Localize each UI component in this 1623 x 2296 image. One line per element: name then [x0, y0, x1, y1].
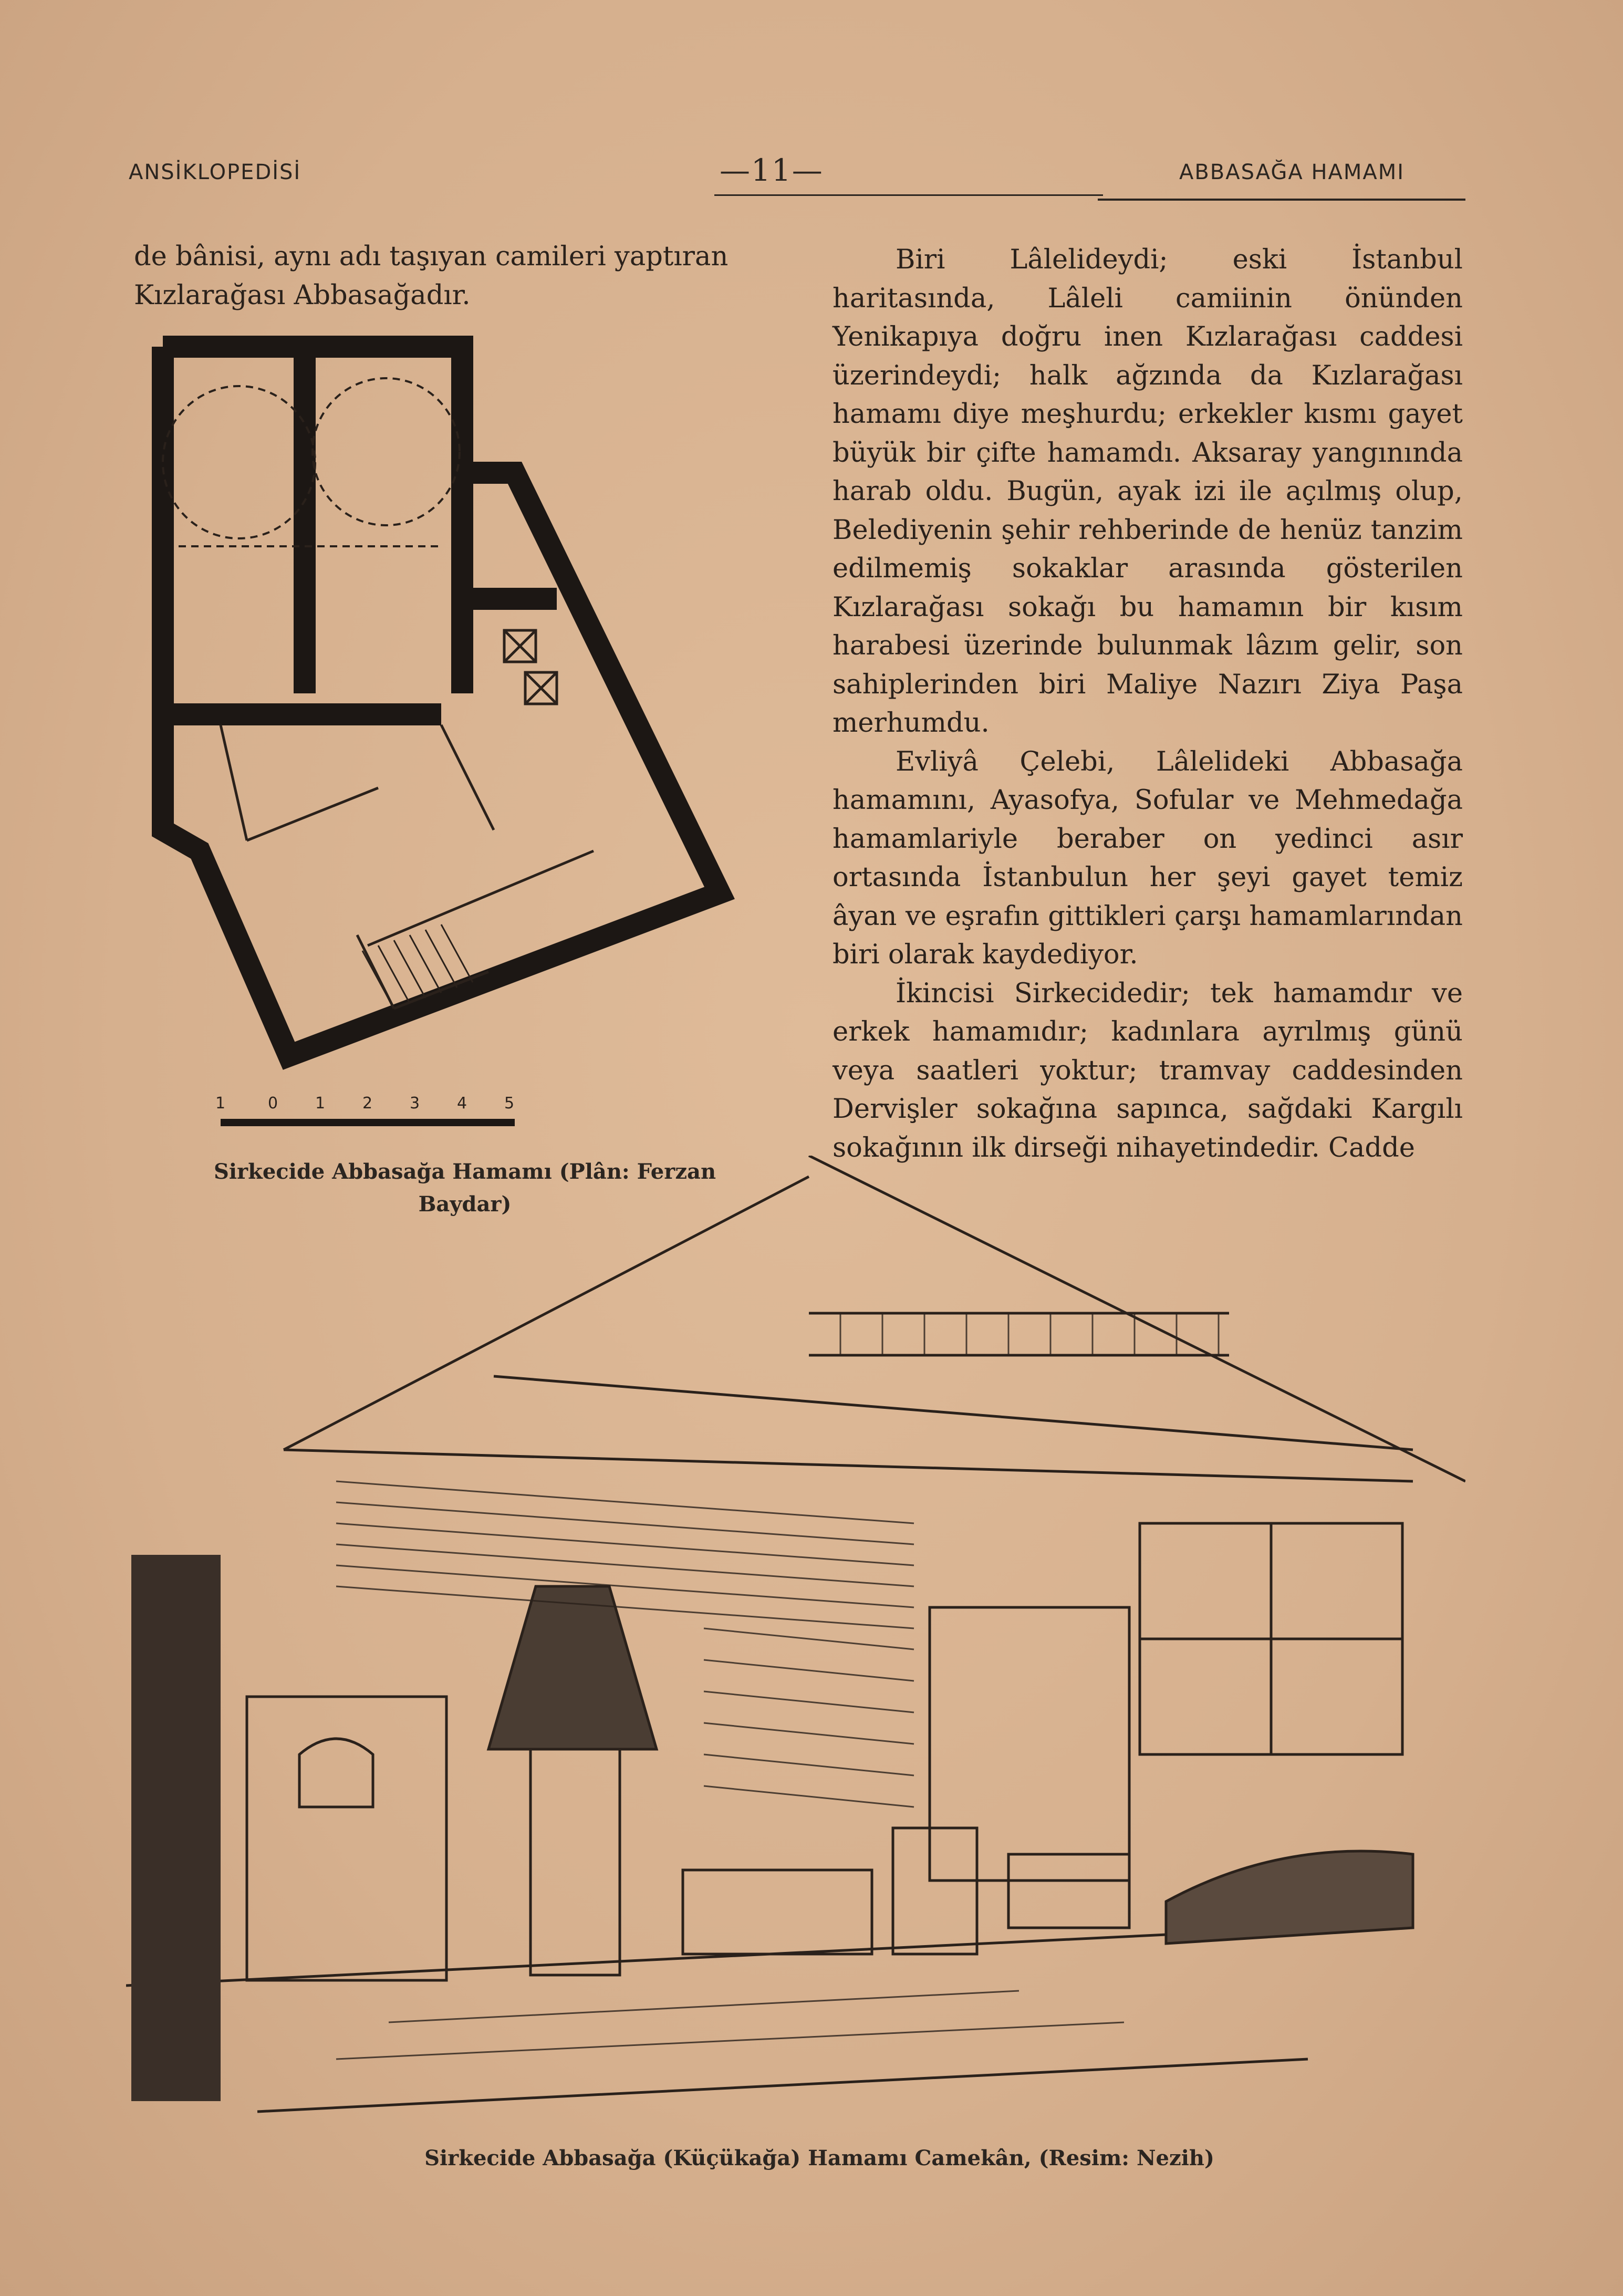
- paragraph: Evliyâ Çelebi, Lâlelideki Abbasağa hamamını, Ayasofya, Sofular ve Mehmedağa hamamlariyle beraber on yedinci asır ortasında İstanbulun her şeyi gayet temiz âyan ve eşrafın gittikleri çarşı hamamlarından biri olarak kaydediyor.: [833, 746, 1463, 970]
- right-column-text: [833, 241, 1463, 1167]
- plan-caption: Sirkecide Abbasağa Hamamı (Plân: Ferzan Baydar): [213, 1159, 716, 1217]
- scale-label: 5: [504, 1094, 515, 1113]
- drawing-caption: Sirkecide Abbasağa (Küçükağa) Hamamı Camekân, (Resim: Nezih): [424, 2146, 1214, 2170]
- scale-label: 1: [315, 1094, 326, 1113]
- running-header-left: ANSİKLOPEDİSİ: [129, 160, 301, 184]
- scale-label: 2: [362, 1094, 373, 1113]
- scale-bar: [215, 1094, 515, 1126]
- paragraph: Biri Lâlelideydi; eski İstanbul haritasında, Lâleli camiinin önünden Yenikapıya doğru inen Kızlarağası caddesi üzerindeydi; halk ağzında da Kızlarağası hamamı diye meşhurdu; erkekler kısmı gayet büyük bir çifte hamamdı. Aksaray yangınında harab oldu. Bugün, ayak izi ile açılmış olup, Belediyenin şehir rehberinde de henüz tanzim edilmemiş sokaklar arasında gösterilen Kızlarağası sokağı bu hamamın bir kısım harabesi üzerinde bulunmak lâzım gelir, son sahiplerinden biri Maliye Nazırı Ziya Paşa merhumdu.: [833, 244, 1463, 739]
- running-header-right: ABBASAĞA HAMAMI: [1179, 160, 1405, 184]
- scale-label: 4: [457, 1094, 467, 1113]
- interior-drawing-figure: [126, 1156, 1465, 2138]
- scale-label: 1: [215, 1094, 226, 1113]
- scale-label: 3: [410, 1094, 420, 1113]
- left-column-text: [134, 237, 764, 315]
- text-line: de bânisi, aynı adı taşıyan camileri yaptıran: [134, 241, 729, 272]
- floor-plan-figure: [147, 326, 746, 1145]
- text-line: Kızlarağası Abbasağadır.: [134, 279, 471, 311]
- scale-label: 0: [268, 1094, 278, 1113]
- paragraph: İkincisi Sirkecidedir; tek hamamdır ve erkek hamamıdır; kadınlara ayrılmış günü veya saatleri yoktur; tramvay caddesinden Dervişler sokağına sapınca, sağdaki Kargılı sokağının ilk dirseği nihayetindedir. Cadde: [833, 978, 1463, 1163]
- page-number: —11—: [720, 152, 824, 188]
- header-rule-left: [714, 194, 1103, 196]
- header-rule-right: [1098, 199, 1465, 201]
